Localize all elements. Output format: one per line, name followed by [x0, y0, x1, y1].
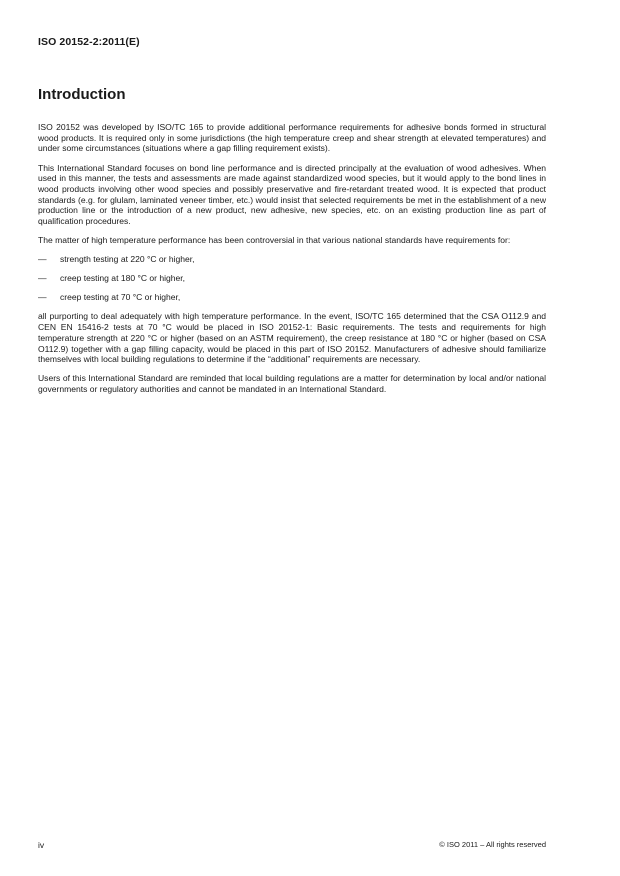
- dash-marker: —: [38, 254, 47, 265]
- copyright-notice: © ISO 2011 – All rights reserved: [439, 840, 546, 849]
- list-item-text: strength testing at 220 °C or higher,: [60, 254, 195, 265]
- page-title: Introduction: [38, 86, 126, 103]
- paragraph-5: Users of this International Standard are reminded that local building regulations are a matter for determination by local and/or national governments or regulatory authorities and cannot be mandated in an International Standard.: [38, 373, 546, 395]
- paragraph-1: ISO 20152 was developed by ISO/TC 165 to provide additional performance requirements for adhesive bonds formed in structural wood products. It is required only in some jurisdictions (the high temperature creep and shear strength at elevated temperatures) and under some circumstances (situations where a gap filling requirement exists).: [38, 122, 546, 154]
- list-item: [38, 273, 546, 284]
- list-item: [38, 254, 546, 265]
- paragraph-2: This International Standard focuses on bond line performance and is directed principally at the evaluation of wood adhesives. When used in this manner, the tests and assessments are made against standardized wood species, but it would apply to the bond lines in wood products involving other wood species and possibly preservative and fire-retardant treated wood. It is expected that product standards (e.g. for glulam, laminated veneer timber, etc.) would insist that selected requirements be met in the establishment of a new production line or the introduction of a new product, new adhesive, new species, etc. on an existing production line as part of qualification procedures.: [38, 162, 546, 227]
- introduction-body: [38, 122, 546, 403]
- paragraph-3: The matter of high temperature performance has been controversial in that various national standards have requirements for:: [38, 235, 511, 246]
- paragraph-4: all purporting to deal adequately with high temperature performance. In the event, ISO/TC 165 determined that the CSA O112.9 and CEN EN 15416-2 tests at 70 °C would be placed in ISO 20152-1: Basic requirements. The tests and requirements for high temperature strength at 220 °C or higher (based on an ASTM requirement), the creep resistance at 180 °C or higher (based on CSA O112.9) together with a gap filling capacity, would be placed in this part of ISO 20152. Manufacturers of adhesive should familiarize themselves with local building regulations to determine if the “additional” requirements are necessary.: [38, 311, 546, 365]
- dash-marker: —: [38, 292, 47, 303]
- page-number: iv: [38, 840, 45, 850]
- list-item-text: creep testing at 70 °C or higher,: [60, 292, 181, 303]
- list-item: [38, 292, 546, 303]
- document-id-header: ISO 20152-2:2011(E): [38, 36, 140, 48]
- requirements-list: [38, 254, 546, 303]
- list-item-text: creep testing at 180 °C or higher,: [60, 273, 186, 284]
- dash-marker: —: [38, 273, 47, 284]
